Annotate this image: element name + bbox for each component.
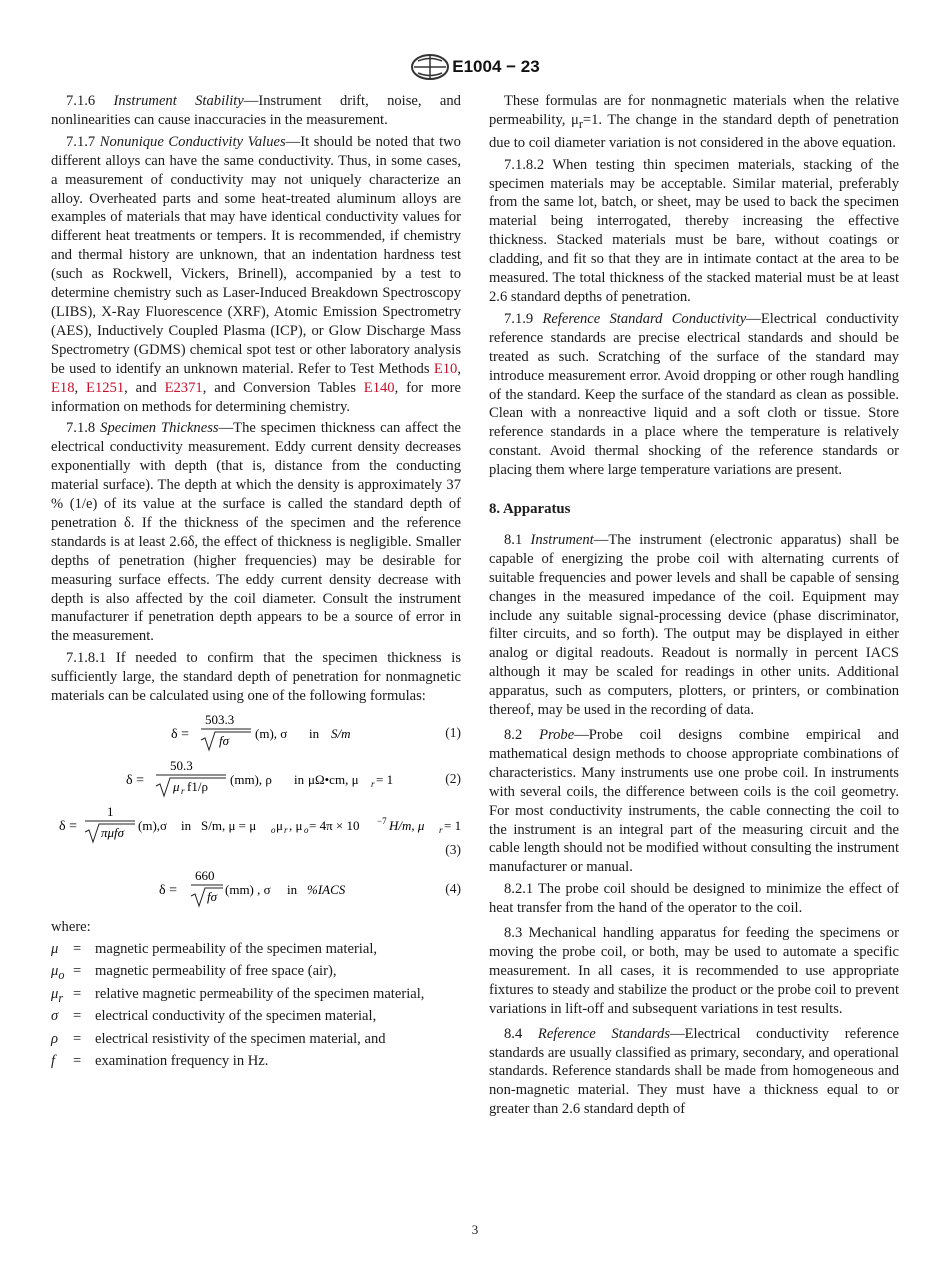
eq1-denominator: fσ xyxy=(219,733,230,748)
paragraph-8-1: 8.1 Instrument—The instrument (electronic apparatus) shall be capable of energizing the probe coil with alternating currents of suitable frequencies and power levels and shall be capable of sensing changes in the measured impedance of the coil. Equipment may include any suitable signal-processing device (phase discriminator, filter circuits, and so forth). The output may be displayed in either analog or digital readouts. Readout is normally in percent IACS although it may be scaled for readings in other units. Additional apparatus, such as computers, plotters, or printers, or combination thereof, may be used in the recording of data. xyxy=(489,531,899,719)
paragraph-7-1-9: 7.1.9 Reference Standard Conductivity—Electrical conductivity reference standards are precise electrical standards and should be treated as such. Scratching of the surface of the standard may introduce measurement error. Avoid dropping or other rough handling of the standard. Keep the surface of the standard as clean as possible. Clean with a nonreactive liquid and a soft cloth or tissue. Store reference standards in a place where the temperature is relatively constant. Avoid thermal shocking of the reference standards or placing them where large temperature variations are present. xyxy=(489,310,899,479)
eq2-den-sub: r xyxy=(181,786,185,796)
definition-row: σ = electrical conductivity of the specimen material, xyxy=(51,1008,377,1025)
eq1-tail: S/m xyxy=(331,726,351,741)
eq3-m6: = 1 xyxy=(444,818,462,833)
equation-4 xyxy=(51,868,461,908)
eq4-unit: (mm) , σ xyxy=(225,882,271,897)
eq1-unit: (m), σ xyxy=(255,726,288,741)
eq4-in: in xyxy=(287,882,298,897)
definition-row: ρ = electrical resistivity of the specimen material, and xyxy=(51,1030,386,1047)
eq3-m3: , μ xyxy=(289,818,303,833)
paragraph-7-1-8-2: 7.1.8.2 When testing thin specimen materials, stacking of the specimen materials may be acceptable. Similar material, preferably from the same lot, batch, or sheet, may be used to back the specimen material being interrogated, thereby increasing the effective thickness. Stacked materials must be bare, without coatings or cladding, and fit so that they are in intimate contact at the area to be measured. The total thickness of the stacked material must be at least 2.6 standard depths of penetration. xyxy=(489,156,899,305)
page-number: 3 xyxy=(471,1222,479,1237)
eq2-den-mu: μ xyxy=(173,779,180,794)
left-column xyxy=(51,92,461,1074)
eq2-numerator: 50.3 xyxy=(170,758,193,773)
eq2-tail-end: = 1 xyxy=(376,772,394,787)
eq3-tail: S/m, μ = μ xyxy=(201,818,257,833)
right-column xyxy=(489,92,899,1122)
paragraph-formula-note: These formulas are for nonmagnetic materials when the relative permeability, $\mu_r=1$. The change in the standard depth of penetration due to coil diameter variation is not considered in the above equation. xyxy=(489,93,899,151)
equation-1 xyxy=(51,712,461,752)
eq4-denominator: fσ xyxy=(207,889,218,904)
paragraph-8-4: 8.4 Reference Standards—Electrical conductivity reference standards are usually classified as primary, secondary, and operational standards. Reference standards shall be made from homogeneous and non-magnetic material. They must have a thickness equal to or greater than 2.6 standard depth of xyxy=(489,1025,900,1118)
equation-1-number: (1) xyxy=(445,725,461,740)
definition-row: μ = magnetic permeability of the specimen material, xyxy=(51,940,378,957)
where-label: where: xyxy=(51,919,91,935)
ref-link-e2371[interactable]: E2371 xyxy=(164,379,203,396)
eq3-in: in xyxy=(181,818,192,833)
paragraph-7-1-6: 7.1.6 Instrument Stability—Instrument drift, noise, and nonlinearities can cause inaccuracies in the measurement. xyxy=(51,93,461,128)
equation-2 xyxy=(51,758,461,798)
eq3-lhs: δ = xyxy=(59,819,77,834)
paragraph-8-3: 8.3 Mechanical handling apparatus for feeding the specimens or moving the probe coil, or both, may be used to automate a specific measurement. In all cases, it is recommended to use appropriate fixtures to steady and stabilize the product or the probe coil to prevent variations in lift-off and subsequent variations in test results. xyxy=(489,925,899,1017)
eq3-s2: r xyxy=(284,825,288,835)
ref-link-e1251[interactable]: E1251 xyxy=(86,379,125,396)
eq3-s4: r xyxy=(439,825,443,835)
ref-link-e140[interactable]: E140 xyxy=(363,379,395,396)
eq1-lhs: δ = xyxy=(171,727,189,742)
eq3-numerator: 1 xyxy=(107,804,114,819)
equation-3-number: (3) xyxy=(445,842,461,857)
paragraph-8-2: 8.2 Probe—Probe coil designs combine empirical and mathematical design methods to choose appropriate combinations of characteristics. Many instruments use one probe coil. In instruments with several coils, the difference between coils is the coil geometry. For most conductivity instruments, the cable connecting the coil to the instrument is an integral part of the measuring circuit and the cable length should not be modified without consulting the instrument manufacturer or manual. xyxy=(489,727,899,876)
definition-row: $\mu_o$ = magnetic permeability of free space (air), xyxy=(51,963,337,983)
paragraph-7-1-7: 7.1.7 Nonunique Conductivity Values—It should be noted that two different alloys can have the same conductivity. Thus, in some cases, a measurement of conductivity may not uniquely characterize an alloy. Overheated parts and some heat-treated aluminum alloys are examples of materials that may have identical conductivity values for different heat treatments or tempers. It is recommended, if chemistry and thermal history are unknown, that an indentation hardness test (such as Rockwell, Vickers, Brinell), accompanied by a test to determine chemistry such as Laser-Induced Breakdown Spectroscopy (LIBS), X-Ray Fluorescence (XRF), Atomic Emission Spectrometry (AES), Inductively Coupled Plasma (ICP), or Glow Discharge Mass Spectrometry (GDMS) chemical spot test or other laboratory analysis be used to identify an unknown material. Refer to Test Methods E10, E18, E1251, and E2371, and Conversion Tables E140, for more information on methods for determining chemistry. xyxy=(51,133,461,415)
eq3-s1: o xyxy=(271,825,276,835)
eq2-in: in xyxy=(294,772,305,787)
eq3-s3: o xyxy=(304,825,309,835)
eq3-m4: = 4π × 10 xyxy=(309,818,360,833)
eq2-tail-sub: r xyxy=(371,779,375,789)
eq3-unit: (m),σ xyxy=(138,818,168,833)
eq2-unit: (mm), ρ xyxy=(230,772,272,787)
ref-link-e18[interactable]: E18 xyxy=(51,379,75,396)
astm-logo-icon xyxy=(410,52,450,82)
definition-row: f = examination frequency in Hz. xyxy=(51,1052,269,1069)
eq2-lhs: δ = xyxy=(126,773,144,788)
paragraph-7-1-8: 7.1.8 Specimen Thickness—The specimen thickness can affect the electrical conductivity measurement. Eddy current density decreases exponentially with depth (that is, distance from the conducting material surface). The depth at which the density is approximately 37 % (1/e) of its value at the surface is called the standard depth of penetration δ. If the thickness of the specimen and the reference standards is at least 2.6δ, the effect of thickness is negligible. Smaller depths of penetration (higher frequencies) may be desirable for measuring surface effects. The eddy current density decrease with depth is also affected by the coil diameter. Consult the instrument manufacturer if penetration depth appears to be a source of error in the measurement. xyxy=(51,420,461,645)
eq4-numerator: 660 xyxy=(195,868,215,883)
eq3-m2: μ xyxy=(276,818,283,833)
page-header xyxy=(0,52,950,82)
eq1-in: in xyxy=(309,726,320,741)
eq3-denominator: πμfσ xyxy=(101,825,125,840)
eq3-sup: −7 xyxy=(377,816,387,826)
equation-4-number: (4) xyxy=(445,881,461,896)
ref-link-e10[interactable]: E10 xyxy=(433,360,458,377)
definition-row: $\mu_r$ = relative magnetic permeability of the specimen material, xyxy=(51,985,425,1005)
paragraph-8-2-1: 8.2.1 The probe coil should be designed to minimize the effect of heat transfer from the hand of the operator to the coil. xyxy=(489,881,899,917)
eq3-m5: H/m, μ xyxy=(389,818,425,833)
eq4-tail: %IACS xyxy=(307,882,346,897)
eq2-den-tail: f1/ρ xyxy=(187,779,208,794)
eq2-tail: μΩ•cm, μ xyxy=(308,772,359,787)
document-title: E1004 − 23 xyxy=(452,57,540,76)
eq4-lhs: δ = xyxy=(159,883,177,898)
equation-2-number: (2) xyxy=(445,771,461,786)
section-heading-apparatus: 8. Apparatus xyxy=(489,501,571,518)
paragraph-7-1-8-1: 7.1.8.1 If needed to confirm that the specimen thickness is sufficiently large, the standard depth of penetration for nonmagnetic materials can be calculated using one of the following formulas: xyxy=(51,650,461,705)
eq1-numerator: 503.3 xyxy=(205,712,235,727)
equation-3 xyxy=(51,804,461,862)
symbol-definitions xyxy=(51,940,461,1074)
